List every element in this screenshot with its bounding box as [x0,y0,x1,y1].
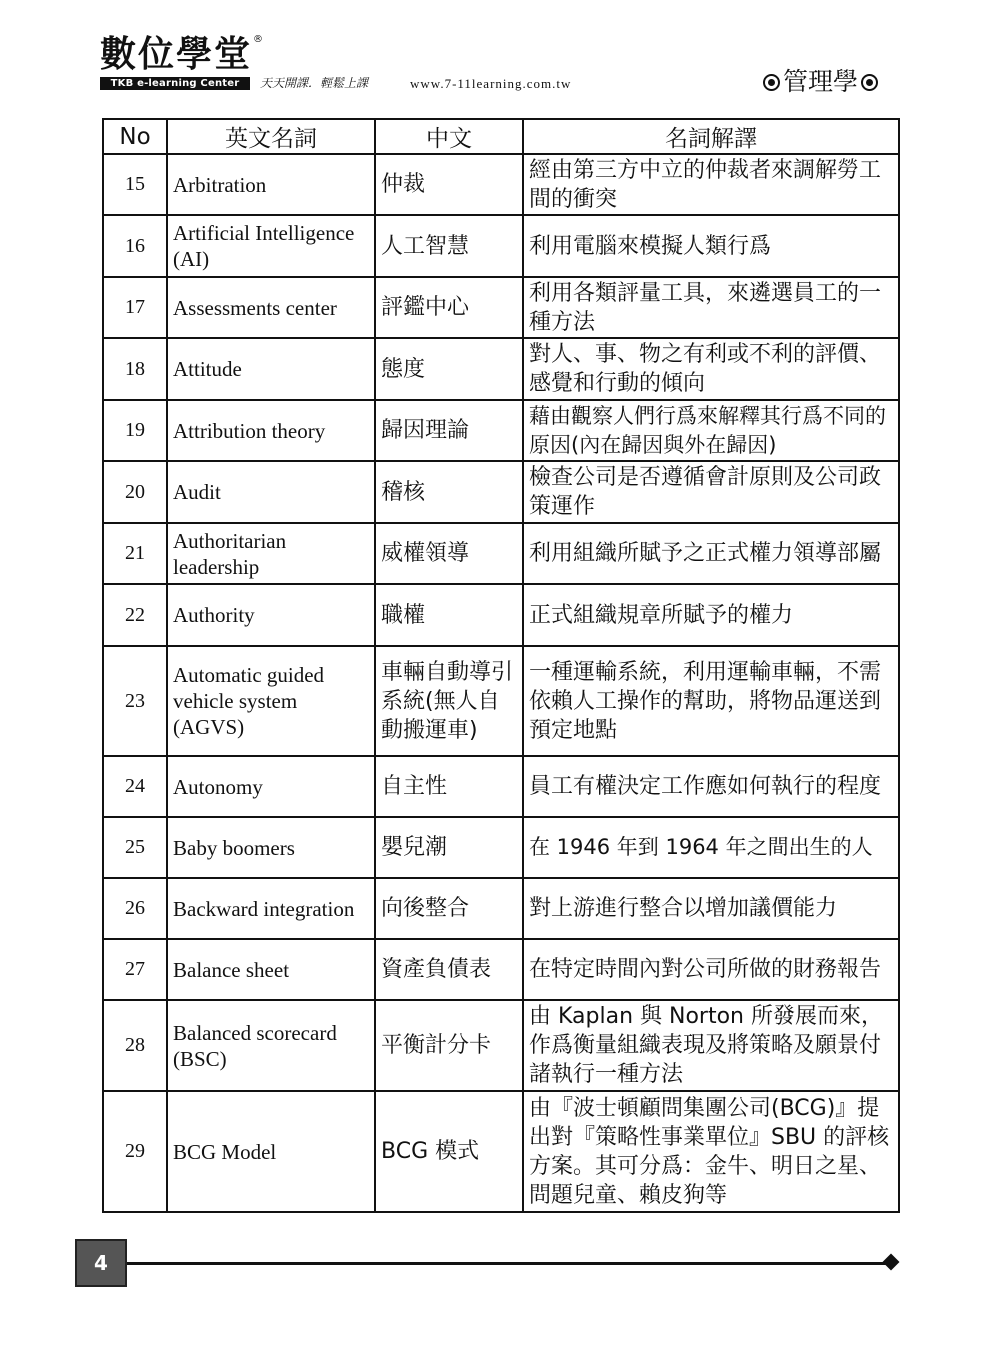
bullet-right-icon [861,74,878,91]
definition: 藉由觀察人們行爲來解釋其行爲不同的原因(內在歸因與外在歸因) [523,400,899,461]
english-term: Baby boomers [167,817,375,878]
definition: 檢查公司是否遵循會計原則及公司政策運作 [523,461,899,523]
row-number: 16 [103,215,167,277]
english-term: Autonomy [167,756,375,817]
table-row [103,154,899,215]
definition: 在特定時間內對公司所做的財務報告 [523,939,899,1000]
chinese-term: 態度 [375,338,523,400]
table-row [103,817,899,878]
row-number: 20 [103,461,167,523]
definition: 在 1946 年到 1964 年之間出生的人 [523,817,899,878]
subject-title: 管理學 [783,67,859,96]
row-number: 27 [103,939,167,1000]
glossary-table [102,118,900,1213]
table-row [103,584,899,646]
chinese-term: 評鑑中心 [375,277,523,338]
row-number: 26 [103,878,167,939]
table-header-row [103,119,899,154]
table-row [103,400,899,461]
column-header-no: No [103,119,167,154]
table-row [103,878,899,939]
row-number: 23 [103,646,167,756]
definition: 利用電腦來模擬人類行爲 [523,215,899,277]
english-term: Balance sheet [167,939,375,1000]
row-number: 21 [103,523,167,584]
english-term: Backward integration [167,878,375,939]
table-row [103,646,899,756]
definition: 對人、事、物之有利或不利的評價、感覺和行動的傾向 [523,338,899,400]
column-header-chinese: 中文 [375,119,523,154]
chinese-term: 仲裁 [375,154,523,215]
english-term: Balanced scorecard (BSC) [167,1000,375,1091]
definition: 正式組織規章所賦予的權力 [523,584,899,646]
table-row [103,277,899,338]
row-number: 29 [103,1091,167,1212]
logo-title: 數位學堂 [100,33,253,75]
row-number: 15 [103,154,167,215]
table-row [103,338,899,400]
column-header-english: 英文名詞 [167,119,375,154]
chinese-term: BCG 模式 [375,1091,523,1212]
diamond-icon [883,1254,900,1271]
chinese-term: 歸因理論 [375,400,523,461]
footer-rule [127,1262,889,1265]
row-number: 19 [103,400,167,461]
row-number: 25 [103,817,167,878]
chinese-term: 威權領導 [375,523,523,584]
row-number: 22 [103,584,167,646]
table-row [103,461,899,523]
chinese-term: 職權 [375,584,523,646]
chinese-term: 向後整合 [375,878,523,939]
chinese-term: 資產負債表 [375,939,523,1000]
column-header-definition: 名詞解譯 [523,119,899,154]
table-row [103,1000,899,1091]
english-term: Authoritarian leadership [167,523,375,584]
chinese-term: 平衡計分卡 [375,1000,523,1091]
table-row [103,523,899,584]
logo-subtitle-bar: TKB e-learning Center [100,77,250,90]
chinese-term: 嬰兒潮 [375,817,523,878]
definition: 對上游進行整合以增加議價能力 [523,878,899,939]
row-number: 17 [103,277,167,338]
definition: 由 Kaplan 與 Norton 所發展而來，作爲衡量組織表現及將策略及願景付諸執行一種方法 [523,1000,899,1091]
english-term: Assessments center [167,277,375,338]
english-term: Audit [167,461,375,523]
chinese-term: 自主性 [375,756,523,817]
website-url: www.7-11learning.com.tw [410,76,572,91]
page-number: 4 [75,1239,127,1287]
definition: 一種運輸系統，利用運輸車輛，不需依賴人工操作的幫助，將物品運送到預定地點 [523,646,899,756]
row-number: 28 [103,1000,167,1091]
chinese-term: 車輛自動導引系統(無人自動搬運車) [375,646,523,756]
row-number: 24 [103,756,167,817]
definition: 利用各類評量工具，來遴選員工的一種方法 [523,277,899,338]
table-row [103,215,899,277]
row-number: 18 [103,338,167,400]
table-row [103,1091,899,1212]
english-term: BCG Model [167,1091,375,1212]
definition: 員工有權決定工作應如何執行的程度 [523,756,899,817]
registered-mark: ® [253,34,263,45]
definition: 經由第三方中立的仲裁者來調解勞工間的衝突 [523,154,899,215]
english-term: Attribution theory [167,400,375,461]
slogan: 天天開課．輕鬆上課 [260,76,369,90]
chinese-term: 人工智慧 [375,215,523,277]
chinese-term: 稽核 [375,461,523,523]
bullet-left-icon [763,74,780,91]
english-term: Authority [167,584,375,646]
english-term: Automatic guided vehicle system (AGVS) [167,646,375,756]
definition: 由『波士頓顧問集團公司(BCG)』提出對『策略性事業單位』SBU 的評核方案。其可分爲：金牛、明日之星、問題兒童、賴皮狗等 [523,1091,899,1212]
definition: 利用組織所賦予之正式權力領導部屬 [523,523,899,584]
english-term: Attitude [167,338,375,400]
table-row [103,756,899,817]
table-row [103,939,899,1000]
english-term: Artificial Intelligence (AI) [167,215,375,277]
subject-label [763,66,878,98]
english-term: Arbitration [167,154,375,215]
